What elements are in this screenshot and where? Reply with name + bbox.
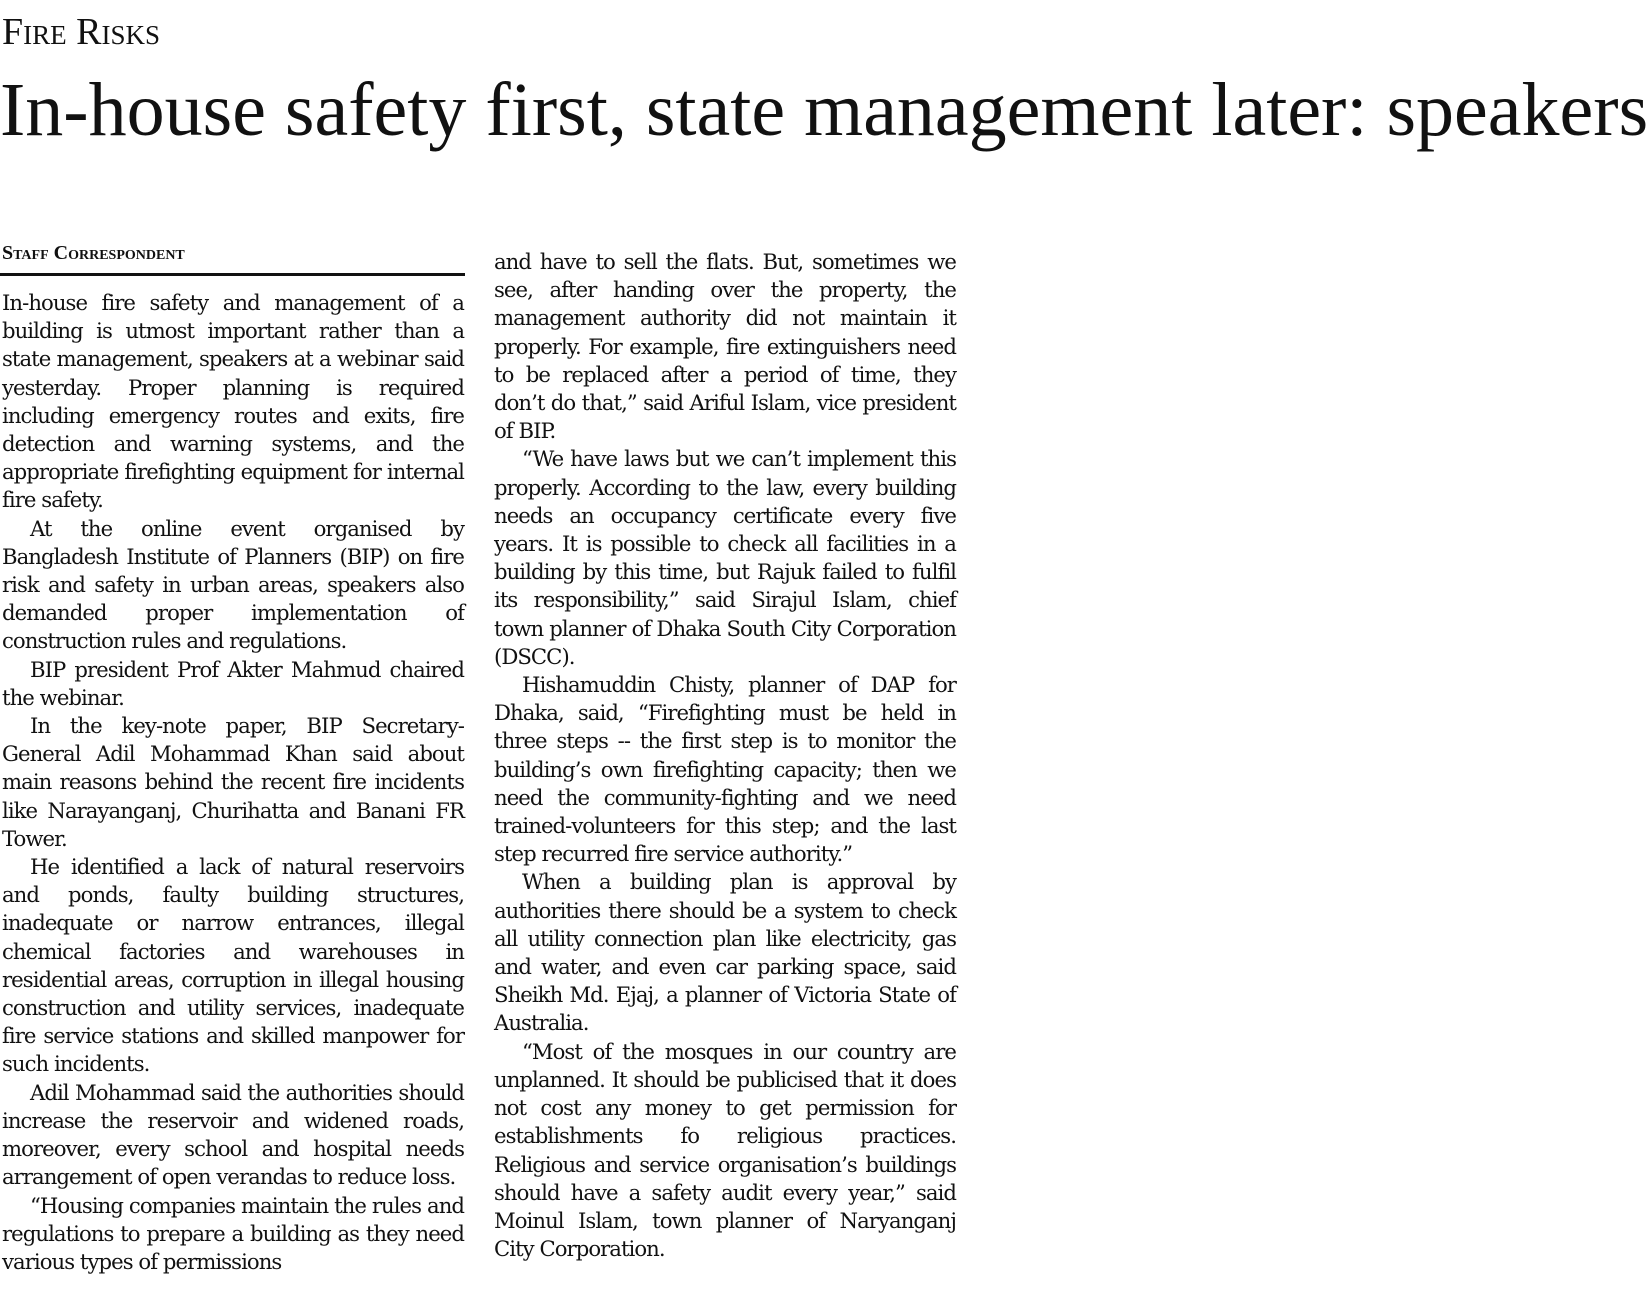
- paragraph: He identified a lack of natural reservoirs and ponds, faulty building structures, inadequate or narrow entrances, illegal chemical factories and warehouses in residential areas, corruption in illegal housing construction and utility services, inadequate fire service stations and skilled manpower for such incidents.: [2, 854, 464, 1077]
- paragraph: “Housing companies maintain the rules and regulations to prepare a building as they need various types of permissions: [2, 1192, 464, 1274]
- paragraph: In-house fire safety and management of a building is utmost important rather than a state management, speakers at a webinar said yesterday. Proper planning is required including emergency routes and exits, fire detection and warning systems, and the appropriate firefighting equipment for internal fire safety.: [2, 290, 464, 513]
- article-column-left: [2, 289, 464, 1276]
- byline: Staff Correspondent: [2, 242, 185, 264]
- paragraph: “Most of the mosques in our country are unplanned. It should be publicised that it does not cost any money to get permission for establishments fo religious practices. Religious and service organisation’s buildings should have a safety audit every year,” said Moinul Islam, town planner of Naryanganj City Corporation.: [494, 1038, 956, 1262]
- byline-rule: [0, 273, 465, 276]
- headline: In-house safety first, state management later: speakers: [0, 68, 1648, 152]
- paragraph: When a building plan is approval by authorities there should be a system to check all utility connection plan like electricity, gas and water, and even car parking space, said Sheikh Md. Ejaj, a planner of Victoria State of Australia.: [494, 869, 956, 1036]
- paragraph: BIP president Prof Akter Mahmud chaired the webinar.: [2, 656, 464, 710]
- paragraph: Adil Mohammad said the authorities should increase the reservoir and widened roads, moreover, every school and hospital needs arrangement of open verandas to reduce loss.: [2, 1079, 464, 1190]
- paragraph: Hishamuddin Chisty, planner of DAP for Dhaka, said, “Firefighting must be held in three steps -- the first step is to monitor the building’s own firefighting capacity; then we need the community-fighting and we need trained-volunteers for this step; and the last step recurred fire service authority.”: [494, 672, 956, 867]
- paragraph: At the online event organised by Bangladesh Institute of Planners (BIP) on fire risk and safety in urban areas, speakers also demanded proper implementation of construction rules and regulations.: [2, 515, 464, 654]
- paragraph: “We have laws but we can’t implement this properly. According to the law, every building needs an occupancy certificate every five years. It is possible to check all facilities in a building by this time, but Rajuk failed to fulfil its responsibility,” said Sirajul Islam, chief town planner of Dhaka South City Corporation (DSCC).: [494, 446, 956, 669]
- kicker: Fire Risks: [2, 11, 160, 53]
- paragraph: In the key-note paper, BIP Secretary-General Adil Mohammad Khan said about main reasons behind the recent fire incidents like Narayanganj, Churihatta and Banani FR Tower.: [2, 713, 464, 851]
- paragraph: and have to sell the flats. But, sometimes we see, after handing over the property, the management authority did not maintain it properly. For example, fire extinguishers need to be replaced after a period of time, they don’t do that,” said Ariful Islam, vice president of BIP.: [494, 249, 956, 444]
- article-column-right: [494, 248, 956, 1263]
